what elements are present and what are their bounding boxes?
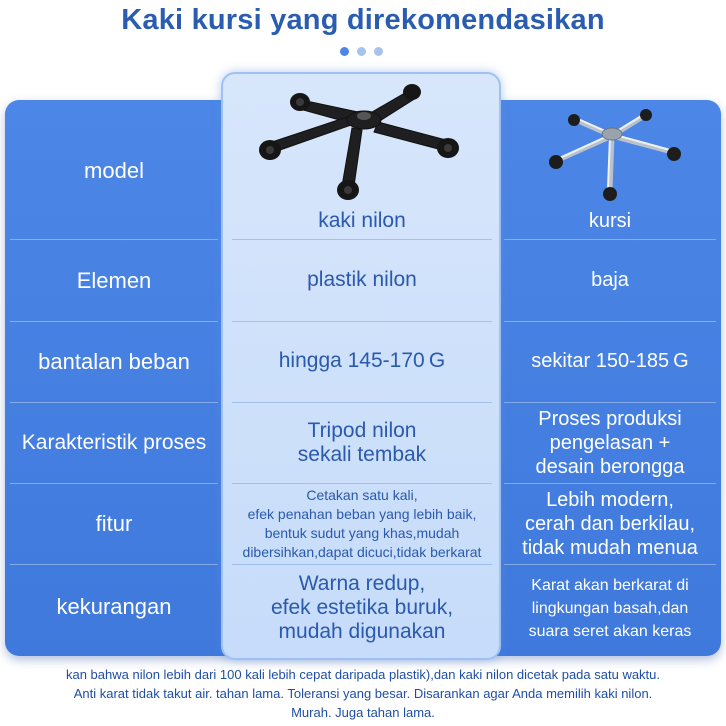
steel-drawbacks [504,566,716,650]
column-header-steel: kursi [588,210,632,232]
row-divider [504,564,716,565]
footer-note [0,665,726,722]
row-divider [10,564,218,565]
steel-element: baja [591,268,629,291]
dot-active[interactable] [340,47,349,56]
text-line: desain berongga [535,456,685,478]
steel-process [504,404,716,482]
nylon-process [222,404,502,482]
row-divider [10,402,218,403]
row-divider [504,483,716,484]
row-divider [504,321,716,322]
text-line: Karat akan berkarat di [531,576,689,594]
text-line: bentuk sudut yang khas,mudah [264,525,460,541]
row-divider [504,239,716,240]
row-label-load: bantalan beban [38,349,190,374]
footer-line: Murah. Juga tahan lama. [291,705,435,720]
text-line: Proses produksi [538,408,682,430]
footer-line: Anti karat tidak takut air. tahan lama. Toleransi yang besar. Disarankan agar Anda memilih kaki nilon. [73,686,653,701]
row-label-element: Elemen [76,268,152,293]
nylon-features [222,485,502,563]
text-line: dibersihkan,dapat dicuci,tidak berkarat [242,544,482,560]
text-line: Cetakan satu kali, [306,487,418,503]
dot[interactable] [357,47,366,56]
dot[interactable] [374,47,383,56]
steel-chair-base-image [540,102,690,202]
text-line: Lebih modern, [546,489,674,511]
nylon-drawbacks [222,566,502,650]
row-divider [232,402,492,403]
page-title: Kaki kursi yang direkomendasikan [121,4,605,36]
text-line: tidak mudah menua [522,537,698,559]
text-line: Tripod nilon [307,419,417,442]
nylon-chair-base-image [250,78,480,203]
text-line: Warna redup, [298,572,426,595]
row-divider [10,321,218,322]
row-divider [232,564,492,565]
row-label-drawbacks: kekurangan [56,594,172,619]
carousel-dots [340,47,383,56]
text-line: lingkungan basah,dan [531,599,689,617]
nylon-element: plastik nilon [307,267,417,291]
text-line: cerah dan berkilau, [524,513,696,535]
row-divider [10,239,218,240]
row-divider [232,321,492,322]
text-line: sekali tembak [297,443,427,466]
steel-load: sekitar 150-185 G [531,349,689,372]
row-divider [232,239,492,240]
row-divider [232,483,492,484]
text-line: suara seret akan keras [528,622,692,640]
column-header-nylon: kaki nilon [318,209,406,232]
footer-line: kan bahwa nilon lebih dari 100 kali lebih cepat daripada plastik),dan kaki nilon dicetak pada satu waktu. [65,667,661,682]
row-label-features: fitur [95,511,133,536]
row-label-model: model [84,158,144,183]
row-label-process: Karakteristik proses [21,431,207,454]
text-line: mudah digunakan [278,620,446,643]
text-line: efek penahan beban yang lebih baik, [247,506,477,522]
steel-features [504,485,716,563]
row-divider [10,483,218,484]
text-line: efek estetika buruk, [270,596,454,619]
text-line: pengelasan + [549,432,671,454]
nylon-load: hingga 145-170 G [278,348,446,372]
row-divider [504,402,716,403]
